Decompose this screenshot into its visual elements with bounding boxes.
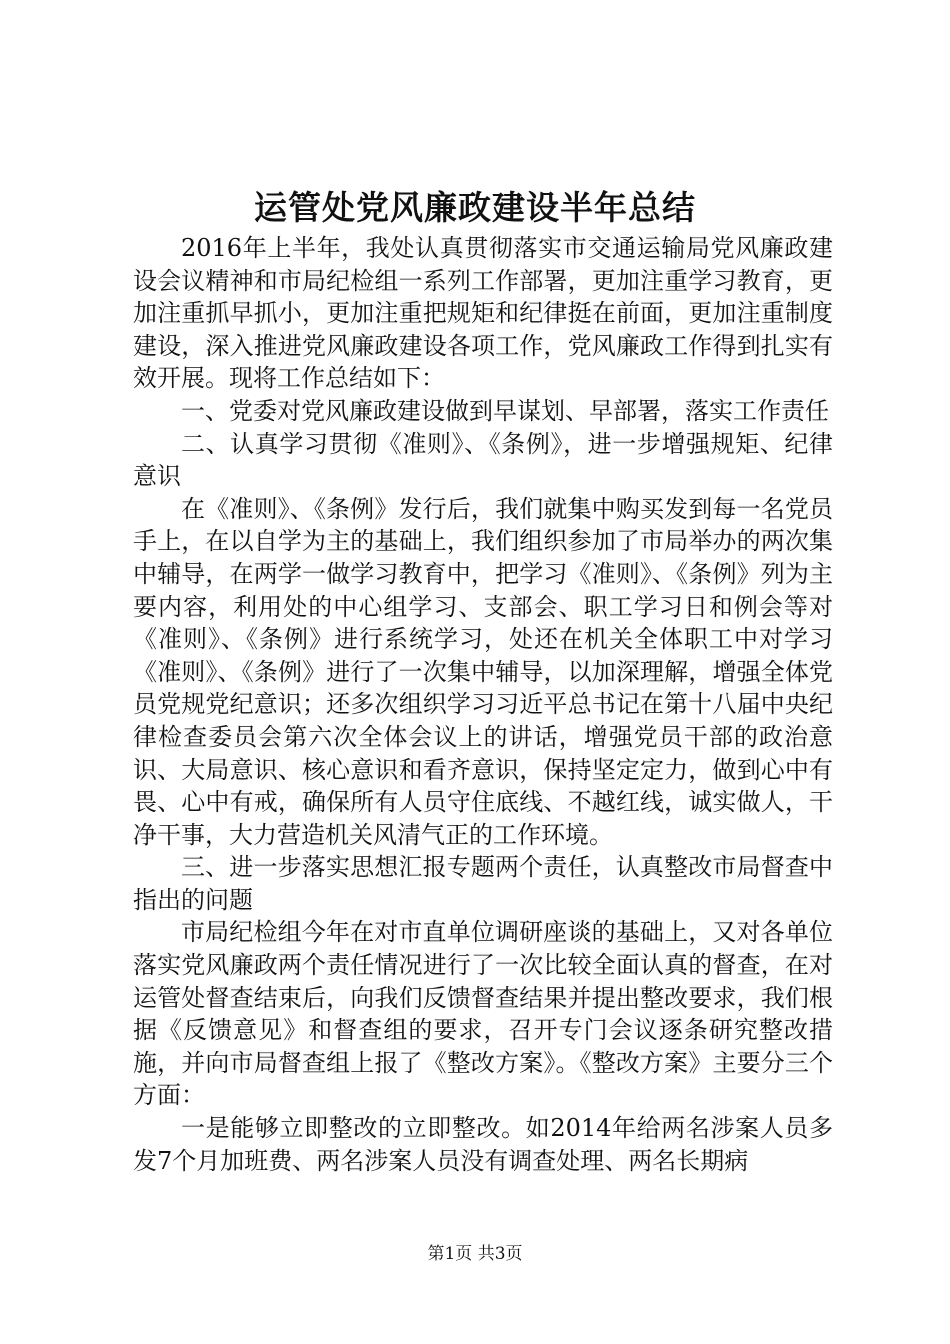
page-total: 共3页	[477, 1244, 523, 1264]
paragraph-intro: 2016年上半年，我处认真贯彻落实市交通运输局党风廉政建设会议精神和市局纪检组一系列工作部署，更加注重学习教育，更加注重抓早抓小，更加注重把规矩和纪律挺在前面，更加注重制度建设，深入推进党风廉政建设各项工作，党风廉政工作得到扎实有效开展。现将工作总结如下：	[133, 234, 833, 393]
document-title: 运管处党风廉政建设半年总结	[254, 188, 696, 227]
paragraph-inspection: 市局纪检组今年在对市直单位调研座谈的基础上，又对各单位落实党风廉政两个责任情况进行了一次比较全面认真的督查，在对运管处督查结束后，向我们反馈督查结果并提出整改要求，我们根据《反馈意见》和督查组的要求，召开专门会议逐条研究整改措施，并向市局督查组上报了《整改方案》。《整改方案》主要分三个方面：	[133, 918, 833, 1110]
paragraph-rectify-1: 一是能够立即整改的立即整改。如2014年给两名涉案人员多发7个月加班费、两名涉案人员没有调查处理、两名长期病	[133, 1114, 833, 1175]
section-heading-2: 二、认真学习贯彻《准则》、《条例》，进一步增强规矩、纪律意识	[133, 429, 833, 491]
document-body	[133, 232, 833, 1177]
paragraph-study: 在《准则》、《条例》发行后，我们就集中购买发到每一名党员手上，在以自学为主的基础上，我们组织参加了市局举办的两次集中辅导，在两学一做学习教育中，把学习《准则》、《条例》列为主要内容，利用处的中心组学习、支部会、职工学习日和例会等对《准则》、《条例》进行系统学习，处还在机关全体职工中对学习《准则》、《条例》进行了一次集中辅导，以加深理解，增强全体党员党规党纪意识；还多次组织学习习近平总书记在第十八届中央纪律检查委员会第六次全体会议上的讲话，增强党员干部的政治意识、大局意识、核心意识和看齐意识，保持坚定定力，做到心中有畏、心中有戒，确保所有人员守住底线、不越红线，诚实做人，干净干事，大力营造机关风清气正的工作环境。	[133, 494, 833, 849]
page-footer	[0, 1242, 950, 1266]
section-heading-3: 三、进一步落实思想汇报专题两个责任，认真整改市局督查中指出的问题	[133, 853, 833, 914]
section-heading-1: 一、党委对党风廉政建设做到早谋划、早部署，落实工作责任	[181, 396, 829, 425]
page-number: 第1页	[427, 1244, 473, 1264]
